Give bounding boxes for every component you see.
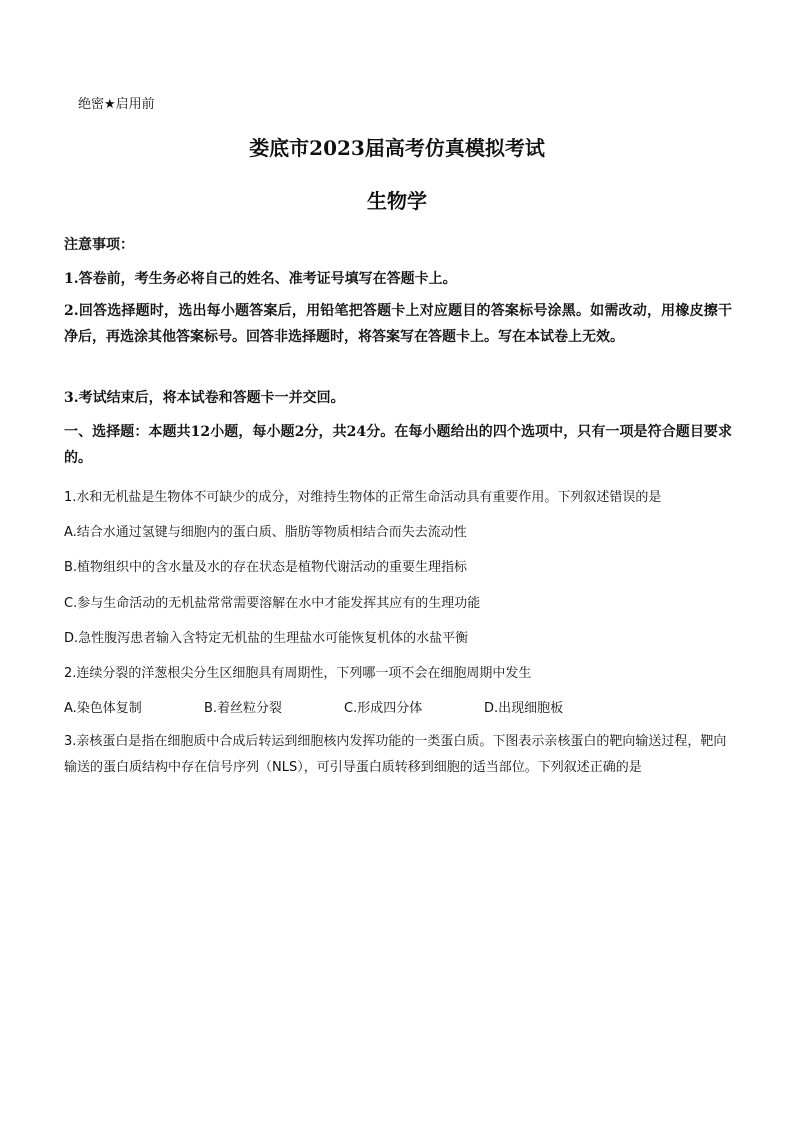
notice-item-2: 2.回答选择题时，选出每小题答案后，用铅笔把答题卡上对应题目的答案标号涂黑。如需改动，用橡皮擦干净后，再选涂其他答案标号。回答非选择题时，将答案写在答题卡上。写在本试卷上无效。: [64, 303, 732, 345]
notice-item-1: 1.答卷前，考生务必将自己的姓名、准考证号填写在答题卡上。: [64, 271, 457, 287]
question-2-option-b: B.着丝粒分裂: [204, 701, 283, 716]
question-3-stem: 3.亲核蛋白是指在细胞质中合成后转运到细胞核内发挥功能的一类蛋白质。下图表示亲核蛋白的靶向输送过程，靶向输送的蛋白质结构中存在信号序列（NLS），可引导蛋白质转移到细胞的适当部位。下列叙述正确的是: [64, 734, 727, 775]
subject-title: 生物学: [367, 189, 427, 213]
question-2-option-d: D.出现细胞板: [484, 701, 564, 716]
question-1-stem: 1.水和无机盐是生物体不可缺少的成分，对维持生物体的正常生命活动具有重要作用。下列叙述错误的是: [64, 490, 662, 505]
question-1-option-d: D.急性腹泻患者输入含特定无机盐的生理盐水可能恢复机体的水盐平衡: [64, 631, 469, 646]
question-1-option-b: B.植物组织中的含水量及水的存在状态是植物代谢活动的重要生理指标: [64, 560, 468, 575]
question-1-option-c: C.参与生命活动的无机盐常常需要溶解在水中才能发挥其应有的生理功能: [64, 596, 481, 611]
question-2-stem: 2.连续分裂的洋葱根尖分生区细胞具有周期性，下列哪一项不会在细胞周期中发生: [64, 666, 532, 681]
question-2-option-a: A.染色体复制: [64, 701, 142, 716]
notice-heading: 注意事项：: [64, 237, 134, 253]
section-heading: 一、选择题：本题共12小题，每小题2分，共24分。在每小题给出的四个选项中，只有一项是符合题目要求的。: [64, 424, 732, 466]
confidential-label: 绝密★启用前: [78, 97, 155, 112]
notice-item-3: 3.考试结束后，将本试卷和答题卡一并交回。: [64, 390, 345, 406]
exam-title: 娄底市2023届高考仿真模拟考试: [249, 136, 545, 160]
question-1-option-a: A.结合水通过氢键与细胞内的蛋白质、脂肪等物质相结合而失去流动性: [64, 525, 467, 540]
question-2-option-c: C.形成四分体: [344, 701, 423, 716]
